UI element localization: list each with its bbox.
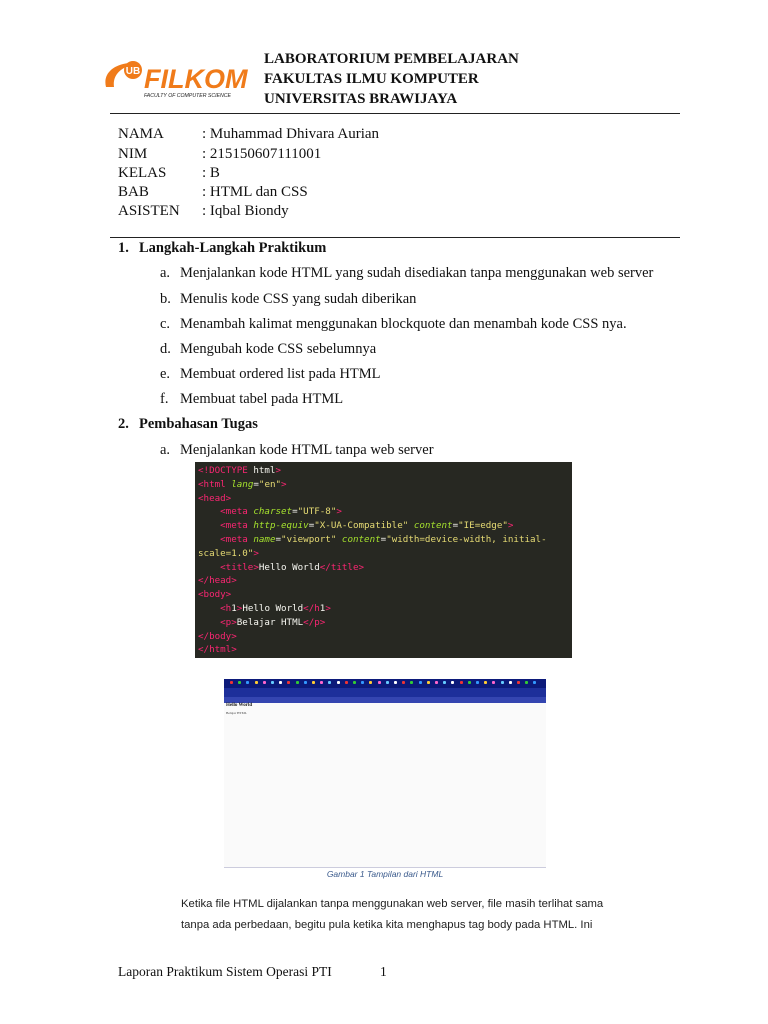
browser-tab-icon <box>345 681 348 684</box>
identity-value: : Iqbal Biondy <box>202 203 289 219</box>
body-paragraph <box>181 894 651 936</box>
browser-screenshot <box>224 679 546 868</box>
logo-badge: UB <box>125 66 141 77</box>
code-block: <!DOCTYPE html> <html lang="en"> <head> <meta charset="UTF-8"> <meta http-equiv="X-UA-Compatible" content="IE=edge"> <meta name="viewport" content="width=device-width, initial- scale=1.0"> <title>Hello World</title> </head> <body> <h1>Hello World</h1> <p>Belajar HTML</p> </body> </html> <box>198 465 547 656</box>
institution-header <box>264 49 519 109</box>
browser-tab-icon <box>287 681 290 684</box>
header-divider <box>110 113 680 114</box>
identity-label: NIM <box>118 146 148 162</box>
browser-tab-icon <box>230 681 233 684</box>
institution-line: UNIVERSITAS BRAWIJAYA <box>264 91 458 107</box>
list-marker: c. <box>160 316 171 332</box>
browser-tab-icon <box>419 681 422 684</box>
browser-page-paragraph: Belajar HTML <box>226 711 247 715</box>
browser-tab-icon <box>443 681 446 684</box>
institution-line: LABORATORIUM PEMBELAJARAN <box>264 51 519 67</box>
browser-tab-icon <box>525 681 528 684</box>
identity-value: : HTML dan CSS <box>202 184 308 200</box>
browser-tab-icon <box>501 681 504 684</box>
section-title: Langkah-Langkah Praktikum <box>139 240 327 256</box>
browser-bookmarks-bar <box>224 697 546 703</box>
section-number: 1. <box>118 240 129 256</box>
browser-tab-icon <box>484 681 487 684</box>
browser-tab-icon <box>427 681 430 684</box>
browser-tab-icon <box>271 681 274 684</box>
browser-tab-icon <box>279 681 282 684</box>
paragraph-line: tanpa ada perbedaan, begitu pula ketika kita menghapus tag body pada HTML. Ini <box>181 919 593 931</box>
identity-value: : B <box>202 165 220 181</box>
browser-tab-icon <box>255 681 258 684</box>
browser-tab-icon <box>468 681 471 684</box>
page-number: 1 <box>380 964 387 979</box>
browser-tab-icon <box>460 681 463 684</box>
list-marker: f. <box>160 391 169 407</box>
list-text: Menjalankan kode HTML yang sudah disediakan tanpa menggunakan web server <box>180 265 654 281</box>
browser-tab-icon <box>517 681 520 684</box>
browser-address-bar <box>224 688 546 697</box>
browser-tab-icon <box>353 681 356 684</box>
browser-tab-icon <box>246 681 249 684</box>
browser-tab-icon <box>328 681 331 684</box>
browser-tab-icon <box>410 681 413 684</box>
browser-tab-icon <box>386 681 389 684</box>
identity-value: : Muhammad Dhivara Aurian <box>202 126 380 142</box>
logo-wordmark: FILKOM <box>144 64 248 94</box>
list-text: Menjalankan kode HTML tanpa web server <box>180 442 434 458</box>
identity-label: KELAS <box>118 165 167 181</box>
list-text: Menambah kalimat menggunakan blockquote dan menambah kode CSS nya. <box>180 316 627 332</box>
browser-tab-icon <box>476 681 479 684</box>
paragraph-line: Ketika file HTML dijalankan tanpa menggunakan web server, file masih terlihat sama <box>181 898 604 910</box>
institution-line: FAKULTAS ILMU KOMPUTER <box>264 71 479 87</box>
browser-tab-icon <box>402 681 405 684</box>
list-text: Membuat tabel pada HTML <box>180 391 344 407</box>
browser-tab-icon <box>238 681 241 684</box>
list-marker: d. <box>160 341 171 357</box>
browser-tab-icon <box>304 681 307 684</box>
browser-tab-icon <box>296 681 299 684</box>
identity-label: NAMA <box>118 126 164 142</box>
browser-tab-bar <box>224 679 546 688</box>
list-marker: b. <box>160 291 171 307</box>
browser-tab-icon <box>435 681 438 684</box>
figure-caption: Gambar 1 Tampilan dari HTML <box>326 869 444 879</box>
list-text: Menulis kode CSS yang sudah diberikan <box>180 291 417 307</box>
list-marker: a. <box>160 442 171 458</box>
footer-text: Laporan Praktikum Sistem Operasi PTI <box>118 964 332 979</box>
browser-tab-icon <box>394 681 397 684</box>
code-screenshot <box>195 462 572 658</box>
identity-label: BAB <box>118 184 149 200</box>
identity-label: ASISTEN <box>118 203 180 219</box>
identity-value: : 215150607111001 <box>202 146 322 162</box>
browser-tab-icon <box>337 681 340 684</box>
browser-tab-icon <box>509 681 512 684</box>
browser-tab-icon <box>533 681 536 684</box>
filkom-logo <box>100 57 252 101</box>
browser-tab-icon <box>312 681 315 684</box>
browser-tab-icon <box>378 681 381 684</box>
list-text: Mengubah kode CSS sebelumnya <box>180 341 377 357</box>
section-title: Pembahasan Tugas <box>139 416 258 432</box>
list-marker: e. <box>160 366 171 382</box>
list-marker: a. <box>160 265 171 281</box>
browser-tab-icon <box>451 681 454 684</box>
logo-tagline: FACULTY OF COMPUTER SCIENCE <box>144 93 231 99</box>
identity-divider <box>110 237 680 238</box>
browser-tab-icon <box>492 681 495 684</box>
section-number: 2. <box>118 416 129 432</box>
browser-tab-icon <box>320 681 323 684</box>
browser-tab-icon <box>361 681 364 684</box>
browser-tab-icon <box>369 681 372 684</box>
browser-page-heading: Hello World <box>226 703 253 708</box>
list-text: Membuat ordered list pada HTML <box>180 366 381 382</box>
browser-tab-icon <box>263 681 266 684</box>
